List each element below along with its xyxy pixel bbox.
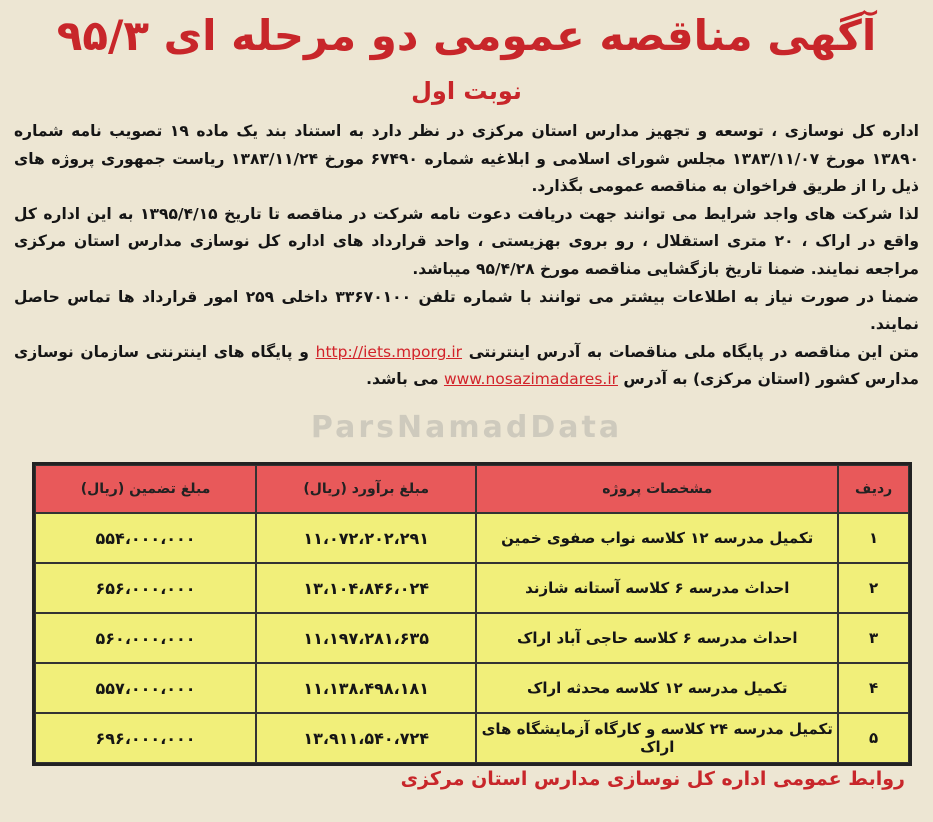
websites-text-a: متن این مناقصه در پایگاه ملی مناقصات به آدرس اینترنتی	[468, 342, 920, 361]
row-index: ۲	[838, 563, 909, 613]
row-index: ۵	[838, 713, 909, 763]
header-index: ردیف	[838, 465, 909, 513]
row-index: ۴	[838, 663, 909, 713]
row-project: تکمیل مدرسه ۱۲ کلاسه نواب صفوی خمین	[476, 513, 838, 563]
table-row	[35, 513, 909, 563]
websites-text-b: و پایگاه های اینترنتی سازمان نوسازی مدارس کشور (استان مرکزی) به آدرس	[14, 342, 919, 389]
row-project: تکمیل مدرسه ۲۴ کلاسه و کارگاه آزمایشگاه های اراک	[476, 713, 838, 763]
table-row	[35, 613, 909, 663]
row-project: تکمیل مدرسه ۱۲ کلاسه محدثه اراک	[476, 663, 838, 713]
row-guarantee: ۵۶۰،۰۰۰،۰۰۰	[35, 613, 256, 663]
paragraph-websites	[14, 339, 919, 394]
projects-table	[32, 462, 912, 766]
row-estimate: ۱۱،۱۹۷،۲۸۱،۶۳۵	[256, 613, 476, 663]
row-guarantee: ۶۹۶،۰۰۰،۰۰۰	[35, 713, 256, 763]
projects-table-wrapper	[32, 462, 912, 766]
row-estimate: ۱۱،۱۳۸،۴۹۸،۱۸۱	[256, 663, 476, 713]
row-project: احداث مدرسه ۶ کلاسه حاجی آباد اراک	[476, 613, 838, 663]
row-index: ۳	[838, 613, 909, 663]
row-estimate: ۱۳،۹۱۱،۵۴۰،۷۲۴	[256, 713, 476, 763]
notice-title: آگهی مناقصه عمومی دو مرحله ای ۹۵/۳	[56, 11, 877, 60]
header-guarantee: مبلغ تضمین (ریال)	[35, 465, 256, 513]
nosazi-link[interactable]: www.nosazimadares.ir	[443, 370, 618, 389]
paragraph-eligibility: لذا شرکت های واجد شرایط می توانند جهت دریافت دعوت نامه شرکت در مناقصه تا تاریخ ۱۳۹۵/۴/۱۵ به این اداره کل واقع در اراک ، ۲۰ متری استقلال ، رو بروی بهزیستی ، واحد قرارداد های اداره کل نوسازی مدارس استان مرکزی مراجعه نمایند. ضمنا تاریخ بازگشایی مناقصه مورخ ۹۵/۴/۲۸ میباشد.	[14, 204, 919, 278]
notice-subtitle: نوبت اول	[411, 77, 522, 105]
websites-text-c: می باشد.	[366, 370, 439, 389]
footer-public-relations: روابط عمومی اداره کل نوسازی مدارس استان مرکزی	[400, 768, 905, 790]
table-row	[35, 663, 909, 713]
paragraph-contact: ضمنا در صورت نیاز به اطلاعات بیشتر می توانند با شماره تلفن ۳۳۶۷۰۱۰۰ داخلی ۲۵۹ امور قرارداد ها تماس حاصل نمایند.	[14, 287, 919, 334]
row-guarantee: ۵۵۴،۰۰۰،۰۰۰	[35, 513, 256, 563]
watermark: ParsNamadData	[310, 410, 623, 445]
row-project: احداث مدرسه ۶ کلاسه آستانه شازند	[476, 563, 838, 613]
row-guarantee: ۶۵۶،۰۰۰،۰۰۰	[35, 563, 256, 613]
header-estimate: مبلغ برآورد (ریال)	[256, 465, 476, 513]
paragraph-intro: اداره کل نوسازی ، توسعه و تجهیز مدارس استان مرکزی در نظر دارد به استناد بند یک ماده ۱۹ تصویب نامه شماره ۱۳۸۹۰ مورخ ۱۳۸۳/۱۱/۰۷ مجلس شورای اسلامی و ابلاغیه شماره ۶۷۴۹۰ مورخ ۱۳۸۳/۱۱/۲۴ ریاست جمهوری پروژه های ذیل را از طریق فراخوان به مناقصه عمومی بگذارد.	[14, 122, 920, 196]
iets-link[interactable]: http://iets.mporg.ir	[315, 342, 463, 361]
table-row	[35, 713, 909, 763]
row-estimate: ۱۱،۰۷۲،۲۰۲،۲۹۱	[256, 513, 476, 563]
table-row	[35, 563, 909, 613]
table-header-row	[35, 465, 909, 513]
row-guarantee: ۵۵۷،۰۰۰،۰۰۰	[35, 663, 256, 713]
row-index: ۱	[838, 513, 909, 563]
header-project: مشخصات پروژه	[476, 465, 838, 513]
row-estimate: ۱۳،۱۰۴،۸۴۶،۰۲۴	[256, 563, 476, 613]
notice-body	[14, 118, 919, 394]
